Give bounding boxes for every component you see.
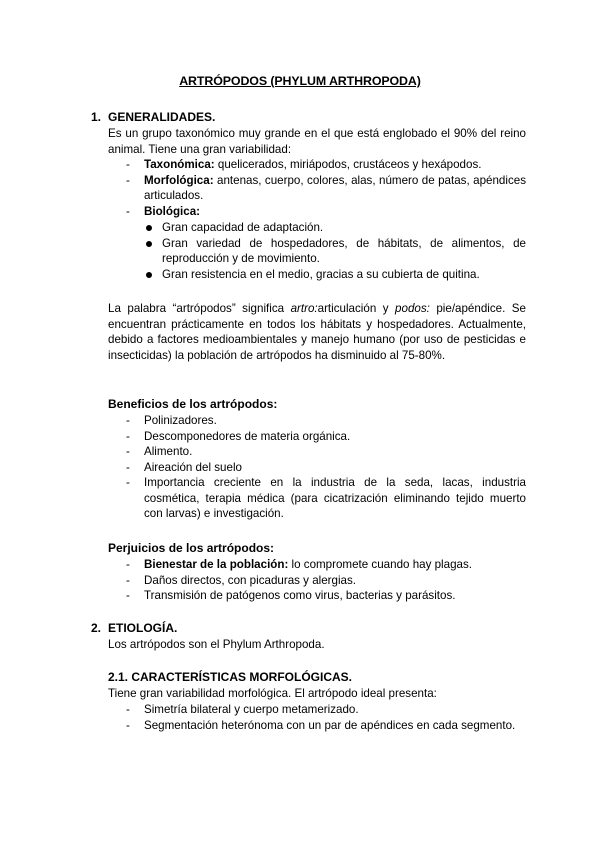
item-text: antenas, cuerpo, colores, alas, número de patas, apéndices articulados.: [144, 173, 526, 202]
beneficios-heading: Beneficios de los artrópodos:: [108, 397, 278, 411]
list-item: - Daños directos, con picaduras y alergias.: [108, 573, 526, 589]
list-item: [108, 173, 526, 204]
section-1-intro: Es un grupo taxonómico muy grande en el que está englobado el 90% del reino animal. Tiene una gran variabilidad:: [108, 127, 526, 156]
section-1-title: GENERALIDADES.: [108, 110, 216, 124]
para-italic-artro: artro:: [290, 302, 318, 315]
section-2-text: Los artrópodos son el Phylum Arthropoda.: [108, 638, 325, 651]
section-2-1-intro: Tiene gran variabilidad morfológica. El artrópodo ideal presenta:: [108, 687, 437, 700]
list-item: - Descomponedores de materia orgánica.: [108, 429, 526, 445]
list-item: [108, 204, 526, 283]
list-item: - Segmentación heterónoma con un par de apéndices en cada segmento.: [108, 718, 526, 734]
section-2-heading: [91, 621, 177, 637]
para-text: articulación y: [317, 302, 396, 315]
document-title: ARTRÓPODOS (PHYLUM ARTHROPODA): [179, 74, 421, 88]
biologica-bullets: [126, 220, 526, 282]
list-item: - Alimento.: [108, 444, 526, 460]
item-label: Morfológica:: [144, 173, 214, 187]
bullet-item: Gran resistencia en el medio, gracias a su cubierta de quitina.: [126, 267, 526, 283]
perjuicios-heading: Perjuicios de los artrópodos:: [108, 541, 275, 555]
section-2-title: ETIOLOGÍA.: [108, 621, 178, 635]
list-item: - Simetría bilateral y cuerpo metamerizado.: [108, 702, 526, 718]
para-italic-podos: podos:: [395, 302, 430, 315]
item-text: lo compromete cuando hay plagas.: [288, 558, 472, 571]
list-item: - Transmisión de patógenos como virus, bacterias y parásitos.: [108, 588, 526, 604]
perjuicios-list: [108, 557, 526, 604]
item-label: Biológica:: [144, 204, 201, 218]
list-item: [108, 157, 526, 173]
section-1-heading: [91, 110, 215, 126]
list-item: - Importancia creciente en la industria de la seda, lacas, industria cosmética, terapia médica (para cicatrización eliminando tejido muerto con larvas) e investigación.: [108, 475, 526, 522]
variability-list: [108, 157, 526, 282]
beneficios-list: [108, 413, 526, 522]
item-text: quelicerados, miriápodos, crustáceos y hexápodos.: [214, 158, 482, 171]
list-item: - Aireación del suelo: [108, 460, 526, 476]
section-2-1-list: [108, 702, 526, 733]
para-text: La palabra “artrópodos” significa: [108, 302, 291, 315]
section-1-number: 1.: [91, 110, 102, 124]
section-2-1-heading: 2.1. CARACTERÍSTICAS MORFOLÓGICAS.: [108, 670, 353, 684]
item-label: Bienestar de la población:: [144, 558, 289, 571]
section-1-paragraph: [108, 301, 526, 363]
bullet-item: Gran capacidad de adaptación.: [126, 220, 526, 236]
bullet-item: Gran variedad de hospedadores, de hábitats, de alimentos, de reproducción y de movimiento.: [126, 236, 526, 267]
section-2-number: 2.: [91, 621, 102, 635]
item-label: Taxonómica:: [144, 158, 215, 171]
list-item: - Polinizadores.: [108, 413, 526, 429]
para-text: pie/apéndice. Se encuentran prácticamente en todos los hábitats y hospedadores. Actualmente, debido a factores medioambientales y manejo humano (por uso de pesticidas e insecticidas) la población de artrópodos ha disminuido al 75-80%.: [108, 302, 526, 362]
list-item: [108, 557, 526, 573]
